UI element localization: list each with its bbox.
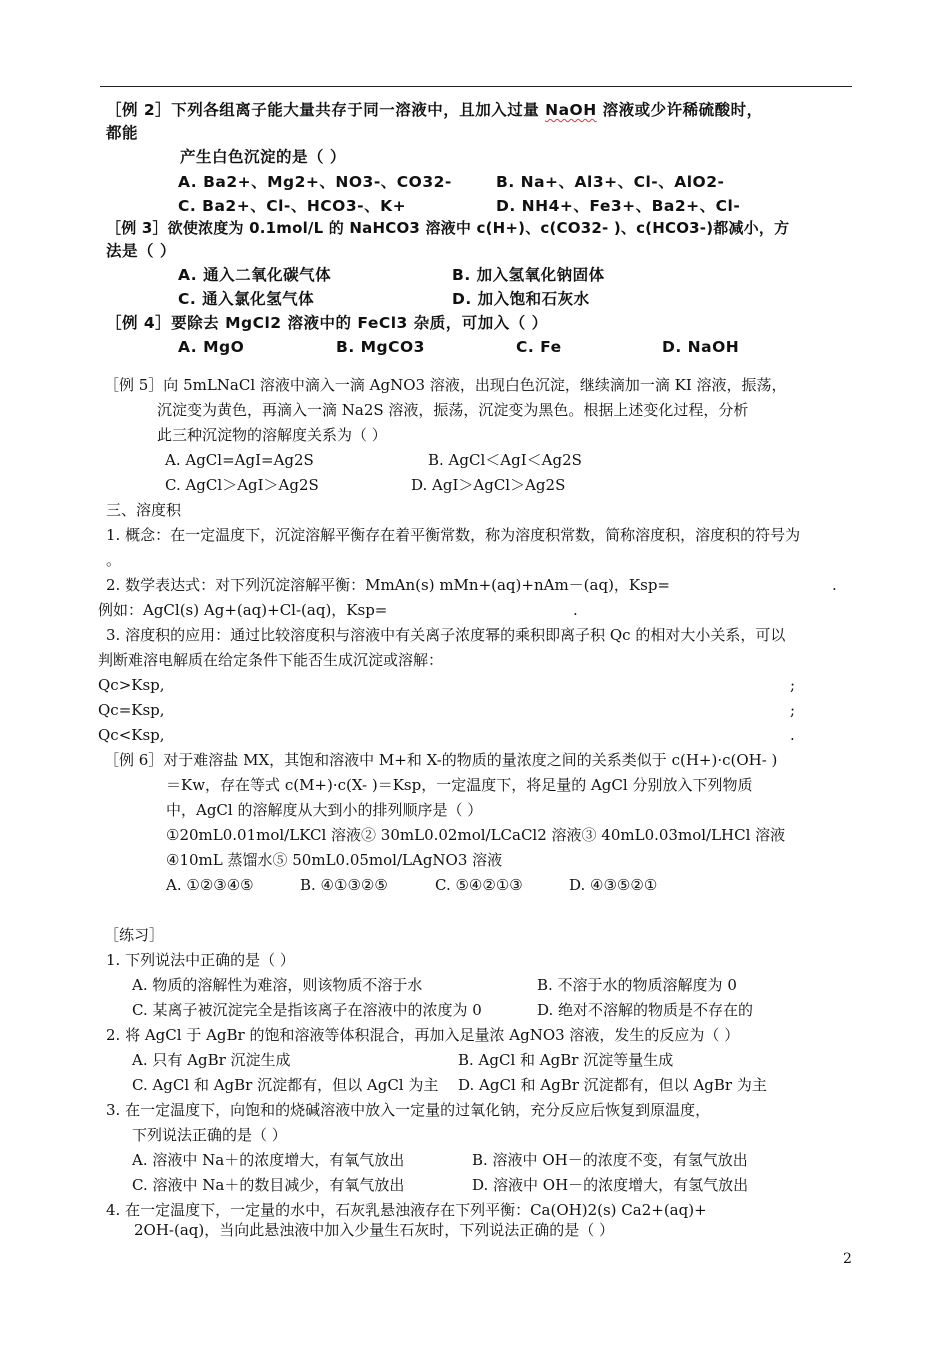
ex2-option-a: A. Ba2+、Mg2+、NO3-、CO32- [178,173,452,191]
practice-q2-option-c: C. AgCl 和 AgBr 沉淀都有，但以 AgCl 为主 [132,1076,439,1094]
expression-line: 2. 数学表达式：对下列沉淀溶解平衡：MmAn(s) mMn+(aq)+nAm－(aq)，Ksp= [106,576,670,594]
ex6-question-line1: ［例 6］对于难溶盐 MX，其饱和溶液中 M+和 X-的物质的量浓度之间的关系类似于 c(H+)·c(OH- ) [104,751,778,769]
ex2-question-text-end: 溶液或少许稀硫酸时， [596,101,763,119]
ex4-question: ［例 4］要除去 MgCl2 溶液中的 FeCl3 杂质，可加入（ ） [106,314,548,332]
expression-line-end: . [832,576,837,594]
ex6-option-c: C. ⑤④②①③ [435,876,523,894]
ex2-question-text: 下列各组离子能大量共存于同一溶液中，且加入过量 [171,101,546,119]
ex2-option-c: C. Ba2+、Cl-、HCO3-、K+ [178,197,407,215]
ex2-question-cont: 都能 [106,124,139,142]
ex5-option-b: B. AgCl＜AgI＜Ag2S [428,451,582,469]
ex5-option-d: D. AgI＞AgCl＞Ag2S [411,476,566,494]
application-line2: 判断难溶电解质在给定条件下能否生成沉淀或溶解： [98,651,444,669]
header-rule [100,86,852,87]
ex2-naoh-term: NaOH [545,101,597,119]
ex4-option-c: C. Fe [516,338,562,356]
ex6-solutions-line2: ④10mL 蒸馏水⑤ 50mL0.05mol/LAgNO3 溶液 [166,851,503,869]
ex6-question-line3: 中，AgCl 的溶解度从大到小的排列顺序是（ ） [166,801,483,819]
ex2-option-d: D. NH4+、Fe3+、Ba2+、Cl- [496,197,741,215]
ex6-option-d: D. ④③⑤②① [569,876,658,894]
practice-q3-option-c: C. 溶液中 Na＋的数目减少，有氧气放出 [132,1176,405,1194]
practice-q2: 2. 将 AgCl 于 AgBr 的饱和溶液等体积混合，再加入足量浓 AgNO3 溶液，发生的反应为（ ） [106,1026,740,1044]
qc-lt-ksp: Qc<Ksp, [98,726,165,744]
ex4-option-b: B. MgCO3 [336,338,425,356]
qc-gt-ksp-end: ; [790,676,796,694]
application-line1: 3. 溶度积的应用：通过比较溶度积与溶液中有关离子浓度幂的乘积即离子积 Qc 的相对大小关系，可以 [106,626,786,644]
ex3-option-a: A. 通入二氧化碳气体 [178,266,332,284]
qc-eq-ksp: Qc=Ksp, [98,701,165,719]
ex2-question-line2: 产生白色沉淀的是（ ） [180,148,346,166]
section-title: 三、溶度积 [106,501,182,519]
qc-lt-ksp-end: . [790,726,795,744]
ex5-option-c: C. AgCl＞AgI＞Ag2S [165,476,319,494]
ex5-question-line1: ［例 5］向 5mLNaCl 溶液中滴入一滴 AgNO3 溶液，出现白色沉淀，继续滴加一滴 KI 溶液，振荡， [104,376,787,394]
ex4-option-a: A. MgO [178,338,245,356]
practice-q4-line2: 2OH-(aq)，当向此悬浊液中加入少量生石灰时，下列说法正确的是（ ） [134,1221,615,1239]
ex6-question-line2: ＝Kw，存在等式 c(M+)·c(X- )＝Ksp，一定温度下，将足量的 AgCl 分别放入下列物质 [166,776,753,794]
practice-q4-line1: 4. 在一定温度下，一定量的水中，石灰乳悬浊液存在下列平衡：Ca(OH)2(s) Ca2+(aq)+ [106,1201,707,1219]
ex6-solutions-line1: ①20mL0.01mol/LKCl 溶液② 30mL0.02mol/LCaCl2 溶液③ 40mL0.03mol/LHCl 溶液 [166,826,786,844]
practice-q1-option-a: A. 物质的溶解性为难溶，则该物质不溶于水 [132,976,423,994]
practice-q3-option-a: A. 溶液中 Na＋的浓度增大，有氧气放出 [132,1151,405,1169]
practice-q1-option-c: C. 某离子被沉淀完全是指该离子在溶液中的浓度为 0 [132,1001,482,1019]
practice-title: ［练习］ [104,926,165,944]
practice-q1: 1. 下列说法中正确的是（ ） [106,951,295,969]
ex5-question-line2: 沉淀变为黄色，再滴入一滴 Na2S 溶液，振荡，沉淀变为黑色。根据上述变化过程，分析 [157,401,749,419]
page-number: 2 [843,1251,852,1267]
concept-line2: 。 [106,551,122,569]
practice-q3-line1: 3. 在一定温度下，向饱和的烧碱溶液中放入一定量的过氧化钠，充分反应后恢复到原温度， [106,1101,711,1119]
ex3-option-b: B. 加入氢氧化钠固体 [452,266,605,284]
practice-q2-option-d: D. AgCl 和 AgBr 沉淀都有，但以 AgBr 为主 [458,1076,767,1094]
ex5-option-a: A. AgCl=AgI=Ag2S [165,451,314,469]
ex2-option-b: B. Na+、Al3+、Cl-、AlO2- [496,173,725,191]
ex6-option-a: A. ①②③④⑤ [166,876,254,894]
ex6-option-b: B. ④①③②⑤ [300,876,388,894]
practice-q1-option-b: B. 不溶于水的物质溶解度为 0 [537,976,737,994]
ex5-question-line3: 此三种沉淀物的溶解度关系为（ ） [157,426,387,444]
practice-q3-option-b: B. 溶液中 OH－的浓度不变，有氢气放出 [472,1151,748,1169]
practice-q3-option-d: D. 溶液中 OH－的浓度增大，有氢气放出 [472,1176,749,1194]
practice-q3-line2: 下列说法正确的是（ ） [132,1126,287,1144]
example-line-end: . [573,601,578,619]
ex3-option-c: C. 通入氯化氢气体 [178,290,315,308]
example-line: 例如：AgCl(s) Ag+(aq)+Cl-(aq)，Ksp= [98,601,388,619]
ex3-question-line1: ［例 3］欲使浓度为 0.1mol/L 的 NaHCO3 溶液中 c(H+)、c(CO32- )、c(HCO3-)都减小，方 [106,219,790,237]
ex2-question [106,100,763,120]
ex3-option-d: D. 加入饱和石灰水 [452,290,590,308]
concept-line1: 1. 概念：在一定温度下，沉淀溶解平衡存在着平衡常数，称为溶度积常数，简称溶度积，溶度积的符号为 [106,526,801,544]
practice-q2-option-a: A. 只有 AgBr 沉淀生成 [132,1051,291,1069]
ex4-option-d: D. NaOH [662,338,740,356]
practice-q1-option-d: D. 绝对不溶解的物质是不存在的 [537,1001,754,1019]
ex3-question-line2: 法是（ ） [106,242,176,260]
ex2-label: ［例 2］ [106,101,172,119]
qc-eq-ksp-end: ; [790,701,796,719]
practice-q2-option-b: B. AgCl 和 AgBr 沉淀等量生成 [458,1051,674,1069]
qc-gt-ksp: Qc>Ksp, [98,676,165,694]
